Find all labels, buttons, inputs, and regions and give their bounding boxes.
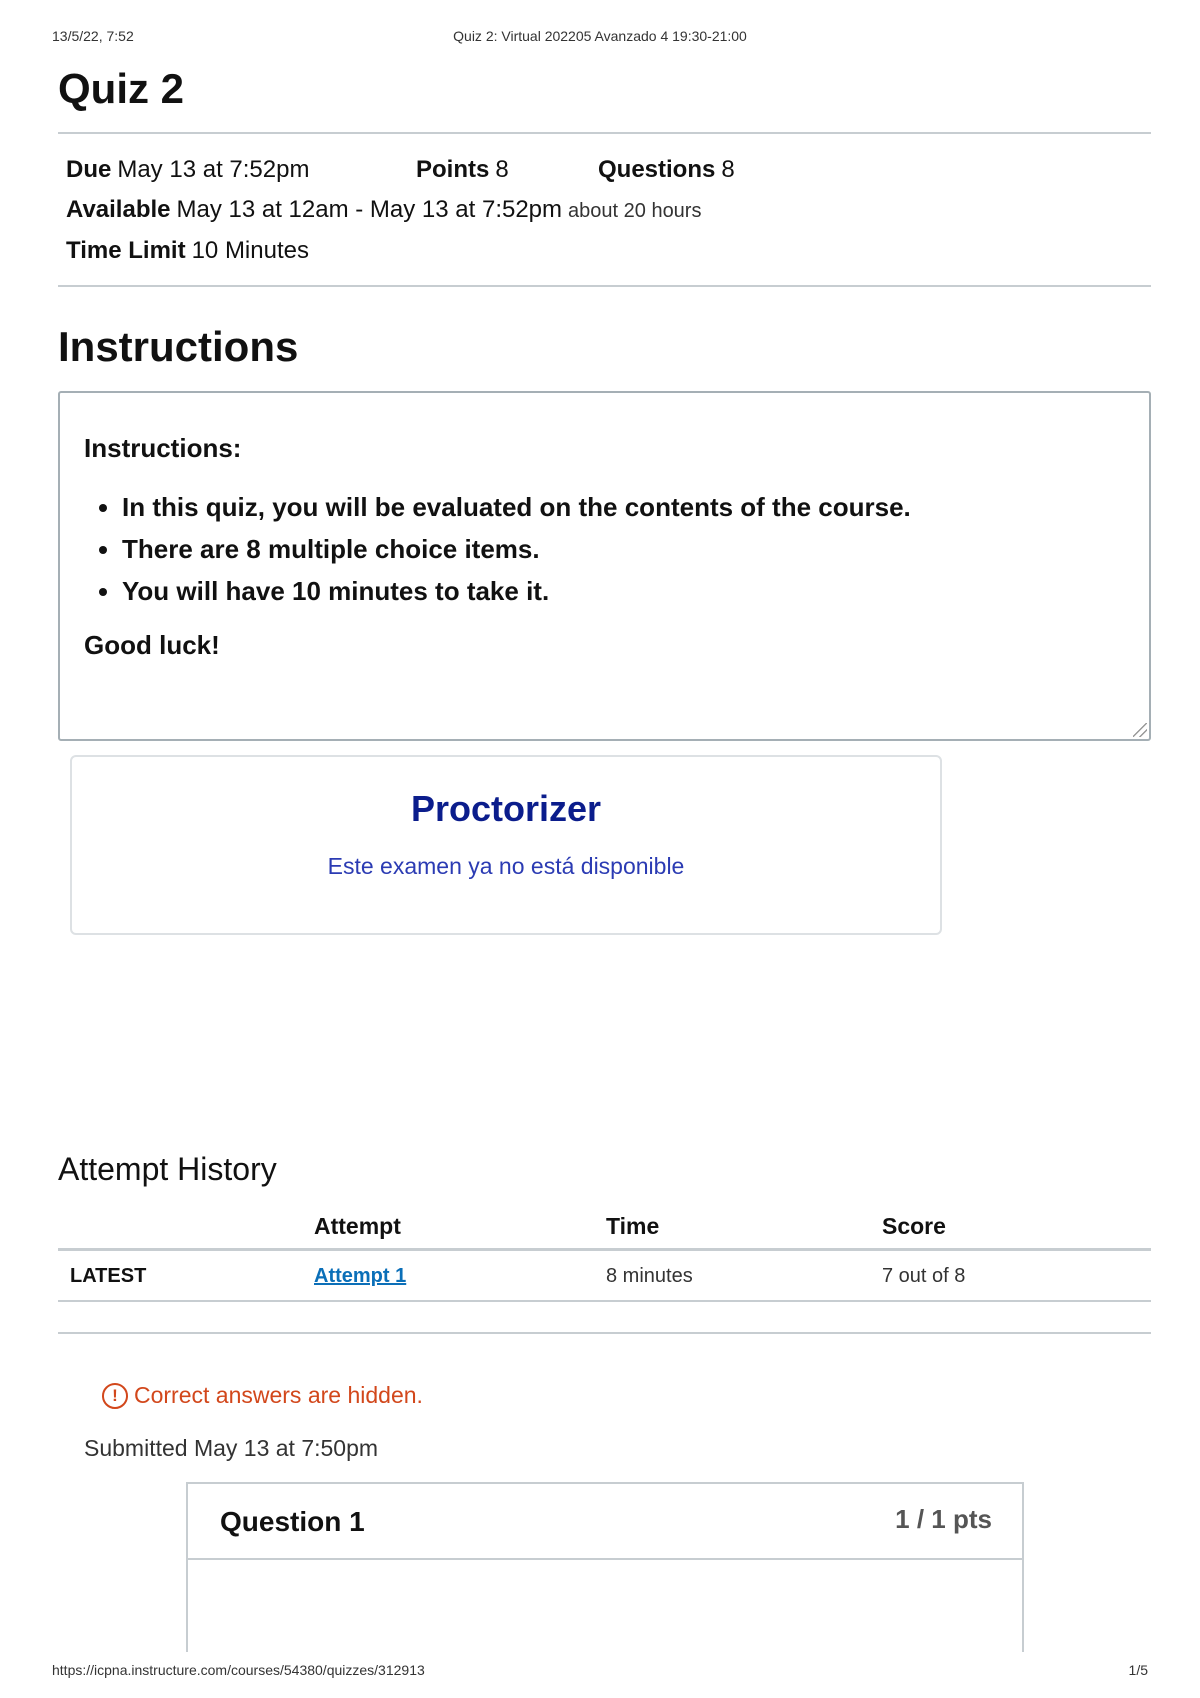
- print-document-title: Quiz 2: Virtual 202205 Avanzado 4 19:30-21:00: [453, 28, 747, 44]
- attempt-cell: [314, 1250, 606, 1302]
- print-url: https://icpna.instructure.com/courses/54380/quizzes/312913: [52, 1662, 425, 1678]
- divider: [58, 1332, 1151, 1334]
- column-header-score: Score: [882, 1213, 1151, 1250]
- questions-item: [598, 150, 735, 190]
- print-header: [52, 28, 1148, 48]
- quiz-details: [58, 134, 1151, 285]
- column-header-time: Time: [606, 1213, 882, 1250]
- print-page-number: 1/5: [1128, 1662, 1148, 1678]
- available-label: Available: [66, 196, 171, 223]
- print-footer: [52, 1662, 1148, 1682]
- due-label: Due: [66, 156, 112, 183]
- question-header: [188, 1484, 1022, 1560]
- available-value: May 13 at 12am - May 13 at 7:52pm: [176, 196, 563, 223]
- resize-handle-icon[interactable]: [1133, 723, 1147, 737]
- table-row: [58, 1250, 1151, 1302]
- due-item: [66, 150, 416, 190]
- attempt-time: 8 minutes: [606, 1250, 882, 1302]
- instruction-item: • There are 8 multiple choice items.: [122, 528, 1125, 570]
- page-title: Quiz 2: [58, 65, 185, 112]
- points-label: Points: [416, 156, 490, 183]
- questions-value: 8: [721, 156, 735, 183]
- details-row-time-limit: [66, 231, 1143, 271]
- details-row-due: [66, 150, 1143, 190]
- attempt-history-heading: Attempt History: [58, 1151, 277, 1187]
- instructions-closing: Good luck!: [84, 630, 220, 660]
- question-points: 1 / 1 pts: [895, 1504, 992, 1534]
- instructions-list: [84, 486, 1125, 612]
- attempt-label: LATEST: [58, 1250, 314, 1302]
- attempt-score: 7 out of 8: [882, 1250, 1151, 1302]
- proctorizer-panel: [70, 755, 942, 935]
- instructions-box[interactable]: [58, 391, 1151, 741]
- attempt-link[interactable]: Attempt 1: [314, 1265, 407, 1287]
- column-header: [58, 1213, 314, 1250]
- points-item: [416, 150, 598, 190]
- details-row-available: [66, 190, 1143, 231]
- proctorizer-message: Este examen ya no está disponible: [327, 853, 685, 879]
- instructions-heading: Instructions: [58, 323, 299, 370]
- instruction-item: • You will have 10 minutes to take it.: [122, 570, 1125, 612]
- instruction-item: • In this quiz, you will be evaluated on the contents of the course.: [122, 486, 1125, 528]
- time-limit-value: 10 Minutes: [191, 237, 309, 264]
- table-header-row: [58, 1213, 1151, 1250]
- available-note: about 20 hours: [568, 200, 702, 222]
- question-title: Question 1: [220, 1506, 365, 1537]
- quiz-content: [58, 60, 1151, 1652]
- points-value: 8: [495, 156, 509, 183]
- time-limit-label: Time Limit: [66, 237, 186, 264]
- warning-icon: !: [102, 1383, 128, 1409]
- attempt-history-table: [58, 1213, 1151, 1302]
- due-value: May 13 at 7:52pm: [117, 156, 310, 183]
- proctorizer-title: Proctorizer: [410, 788, 602, 829]
- questions-label: Questions: [598, 156, 716, 183]
- question-card: [186, 1482, 1024, 1652]
- submitted-timestamp: Submitted May 13 at 7:50pm: [84, 1435, 379, 1461]
- divider: [58, 285, 1151, 287]
- column-header-attempt: Attempt: [314, 1213, 606, 1250]
- instructions-box-heading: Instructions:: [84, 433, 242, 463]
- print-date: 13/5/22, 7:52: [52, 28, 134, 44]
- correct-answers-hidden-notice: [102, 1382, 1151, 1409]
- hidden-note-text: Correct answers are hidden.: [134, 1382, 423, 1408]
